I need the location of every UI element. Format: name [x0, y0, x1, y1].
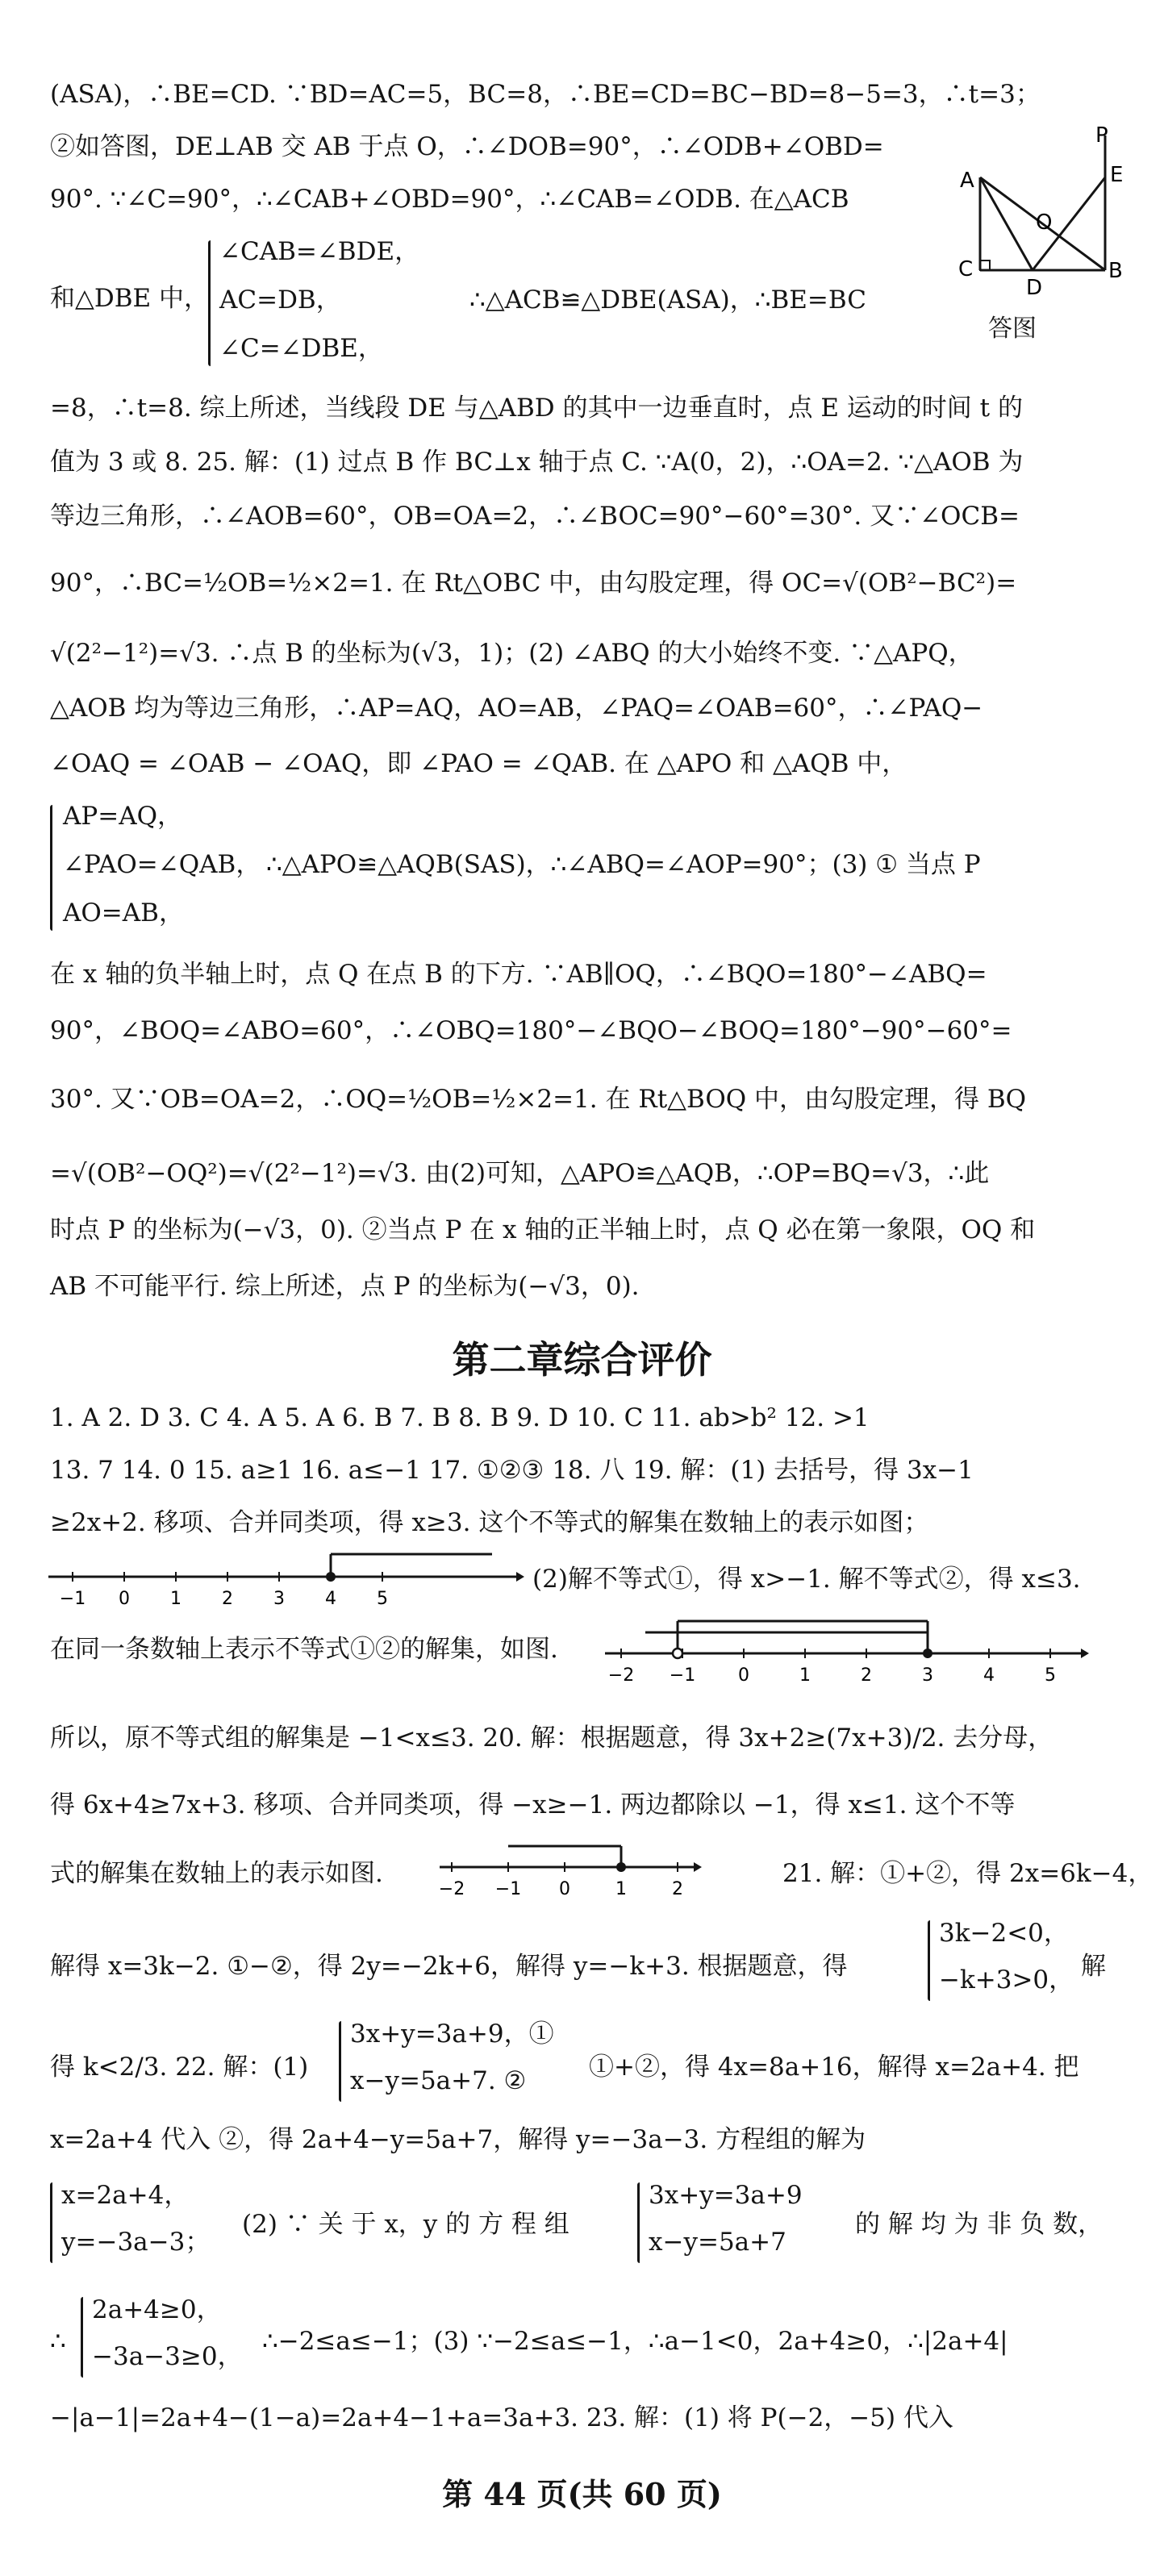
answer-line: 得 6x+4≥7x+3. 移项、合并同类项，得 −x≥−1. 两边都除以 −1，得 x≤1. 这个不等 — [50, 1790, 1016, 1819]
system-row: y=−3a−3； — [61, 2228, 211, 2257]
label-P: P — [1095, 123, 1108, 148]
tick-label: 2 — [222, 1589, 233, 1609]
k-condition-system — [928, 1915, 1089, 2012]
system-row: x=2a+4， — [61, 2181, 190, 2210]
solution-line: 时点 P 的坐标为(−√3，0). ②当点 P 在 x 轴的正半轴上时，点 Q 必在第一象限，OQ 和 — [50, 1215, 1036, 1244]
answer-line: x=2a+4 代入 ②，得 2a+4−y=5a+7，解得 y=−3a−3. 方程组的解为 — [50, 2125, 866, 2154]
system-row: ∠PAO=∠QAB， — [63, 850, 261, 879]
answer-line: 得 k<2/3. 22. 解：(1) — [50, 2053, 309, 2082]
label-D: D — [1026, 276, 1043, 300]
solution-system — [50, 2178, 260, 2274]
number-line-2 — [597, 1613, 1097, 1702]
system-row: −k+3>0， — [939, 1965, 1074, 1995]
system-row: −3a−3≥0， — [92, 2342, 243, 2371]
solution-line: =√(OB²−OQ²)=√(2²−1²)=√3. 由(2)可知，△APO≌△AQB，∴OP=BQ=√3，∴此 — [50, 1159, 990, 1188]
system-brace — [339, 2021, 341, 2102]
answer-line: ≥2x+2. 移项、合并同类项，得 x≥3. 这个不等式的解集在数轴上的表示如图； — [50, 1508, 929, 1537]
tick-label: 3 — [922, 1665, 933, 1686]
system-conclusion: ∴△ACB≌△DBE(ASA)，∴BE=BC — [469, 286, 866, 315]
system-row: 3x+y=3a+9 — [649, 2181, 803, 2210]
answer-line: 在同一条数轴上表示不等式①②的解集，如图. — [50, 1635, 558, 1664]
label-O: O — [1036, 210, 1053, 235]
answer-line: 13. 7 14. 0 15. a≥1 16. a≤−1 17. ①②③ 18. 八 19. 解：(1) 去括号，得 3x−1 — [50, 1456, 974, 1485]
solution-line: ∠OAQ = ∠OAB − ∠OAQ，即 ∠PAO = ∠QAB. 在 △APO 和 △AQB 中， — [50, 749, 907, 778]
system-row: AC=DB， — [219, 286, 341, 315]
figure-caption: 答图 — [988, 315, 1037, 343]
answer-line: (2) ∵ 关 于 x，y 的 方 程 组 — [242, 2210, 569, 2239]
system-row: 3k−2<0， — [939, 1919, 1069, 1948]
solution-line: 90°. ∵∠C=90°，∴∠CAB+∠OBD=90°，∴∠CAB=∠ODB. 在△ACB — [50, 185, 849, 214]
page-footer: 第 44 页(共 60 页) — [442, 2476, 722, 2512]
solution-line: (ASA)，∴BE=CD. ∵BD=AC=5，BC=8，∴BE=CD=BC−BD=8−5=3，∴t=3； — [50, 80, 1041, 109]
system-lead: 和△DBE 中， — [50, 284, 209, 313]
system-row: x−y=5a+7. ② — [350, 2066, 527, 2095]
equation-system-2 — [637, 2178, 839, 2274]
label-B: B — [1108, 259, 1123, 283]
tick-label: 1 — [170, 1589, 181, 1609]
solution-line: △AOB 均为等边三角形，∴AP=AQ，AO=AB，∠PAQ=∠OAB=60°，∴∠PAQ− — [50, 694, 983, 723]
solution-line: 90°，∴BC=½OB=½×2=1. 在 Rt△OBC 中，由勾股定理，得 OC=√(OB²−BC²)= — [50, 569, 1017, 598]
tick-label: 2 — [672, 1879, 683, 1899]
tick-label: 1 — [799, 1665, 811, 1686]
answer-line: 21. 解：①+②，得 2x=6k−4， — [782, 1859, 1154, 1888]
tick-label: 5 — [1045, 1665, 1056, 1686]
tick-label: 0 — [559, 1879, 570, 1899]
tick-label: 1 — [615, 1879, 627, 1899]
solution-line: =8，∴t=8. 综上所述，当线段 DE 与△ABD 的其中一边垂直时，点 E 运动的时间 t 的 — [50, 394, 1023, 423]
geometry-diagram — [952, 123, 1137, 315]
therefore-sign: ∴ — [50, 2327, 66, 2356]
tick-label: 4 — [983, 1665, 995, 1686]
solution-line: 在 x 轴的负半轴上时，点 Q 在点 B 的下方. ∵AB∥OQ，∴∠BQO=180°−∠ABQ= — [50, 960, 987, 989]
answer-line: ①+②，得 4x=8a+16，解得 x=2a+4. 把 — [589, 2053, 1079, 2082]
number-line-1 — [40, 1544, 524, 1617]
solution-line: 等边三角形，∴∠AOB=60°，OB=OA=2，∴∠BOC=90°−60°=30°. 又∵∠OCB= — [50, 502, 1020, 531]
solution-line: 90°，∠BOQ=∠ABO=60°，∴∠OBQ=180°−∠BQO−∠BOQ=180°−90°−60°= — [50, 1016, 1012, 1045]
system-conclusion: ∴△APO≌△AQB(SAS)，∴∠ABQ=∠AOP=90°；(3) ① 当点 P — [266, 850, 981, 879]
answer-line: 的 解 均 为 非 负 数， — [855, 2210, 1104, 2239]
tick-label: 5 — [377, 1589, 388, 1609]
open-point — [673, 1649, 682, 1658]
answer-line: (2)解不等式①，得 x>−1. 解不等式②，得 x≤3. — [532, 1565, 1081, 1594]
system-brace — [637, 2182, 640, 2263]
system-row: ∠C=∠DBE， — [219, 334, 383, 363]
label-C: C — [958, 257, 974, 281]
answer-line: −|a−1|=2a+4−(1−a)=2a+4−1+a=3a+3. 23. 解：(1) 将 P(−2，−5) 代入 — [50, 2403, 953, 2432]
system-row: 3x+y=3a+9，① — [350, 2020, 554, 2049]
answer-line: ∴−2≤a≤−1；(3) ∵−2≤a≤−1，∴a−1<0，2a+4≥0，∴|2a+4| — [262, 2327, 1008, 2356]
system-row: ∠CAB=∠BDE， — [219, 237, 420, 266]
tick-label: −2 — [438, 1879, 465, 1899]
system-brace — [81, 2297, 83, 2378]
system-brace — [50, 2182, 52, 2263]
label-A: A — [960, 169, 974, 193]
system-brace — [208, 240, 211, 366]
solution-line: 值为 3 或 8. 25. 解：(1) 过点 B 作 BC⊥x 轴于点 C. ∵A(0，2)，∴OA=2. ∵△AOB 为 — [50, 448, 1024, 477]
tick-label: 4 — [325, 1589, 336, 1609]
tick-label: 2 — [861, 1665, 872, 1686]
solution-line: ②如答图，DE⊥AB 交 AB 于点 O，∴∠DOB=90°，∴∠ODB+∠OBD= — [50, 132, 884, 161]
answer-figure — [952, 123, 1137, 347]
system-brace — [928, 1920, 930, 2001]
a-condition-system — [81, 2292, 258, 2389]
system-row: x−y=5a+7 — [649, 2228, 786, 2257]
answer-line: 解得 x=3k−2. ①−②，得 2y=−2k+6，解得 y=−k+3. 根据题意，得 — [50, 1952, 848, 1981]
tick-label: 3 — [273, 1589, 285, 1609]
system-brace — [50, 805, 52, 931]
solution-line: AB 不可能平行. 综上所述，点 P 的坐标为(−√3，0). — [50, 1272, 640, 1301]
system-row: AP=AQ， — [63, 802, 183, 831]
tick-label: 0 — [738, 1665, 749, 1686]
tick-label: −2 — [607, 1665, 635, 1686]
number-line-3 — [436, 1835, 710, 1899]
tick-label: −1 — [494, 1879, 522, 1899]
answer-line: 所以，原不等式组的解集是 −1<x≤3. 20. 解：根据题意，得 3x+2≥(7x+3)/2. 去分母， — [50, 1724, 1053, 1753]
equation-system-1 — [339, 2016, 581, 2113]
congruence-system-2 — [50, 798, 1115, 944]
solution-line: 30°. 又∵OB=OA=2，∴OQ=½OB=½×2=1. 在 Rt△BOQ 中，由勾股定理，得 BQ — [50, 1085, 1027, 1114]
system-row: AO=AB， — [63, 898, 184, 927]
tick-label: −1 — [669, 1665, 696, 1686]
congruence-system-1 — [50, 234, 1002, 379]
tick-label: 0 — [119, 1589, 130, 1609]
solution-line: √(2²−1²)=√3. ∴点 B 的坐标为(√3，1)；(2) ∠ABQ 的大小始终不变. ∵△APQ， — [50, 639, 974, 668]
answer-line: 解 — [1081, 1952, 1106, 1981]
answer-line: 式的解集在数轴上的表示如图. — [50, 1859, 383, 1888]
answer-line: 1. A 2. D 3. C 4. A 5. A 6. B 7. B 8. B 9. D 10. C 11. ab>b² 12. >1 — [50, 1403, 870, 1432]
section-title: 第二章综合评价 — [452, 1338, 712, 1382]
system-row: 2a+4≥0， — [92, 2295, 222, 2324]
label-E: E — [1110, 163, 1124, 187]
tick-label: −1 — [59, 1589, 86, 1609]
